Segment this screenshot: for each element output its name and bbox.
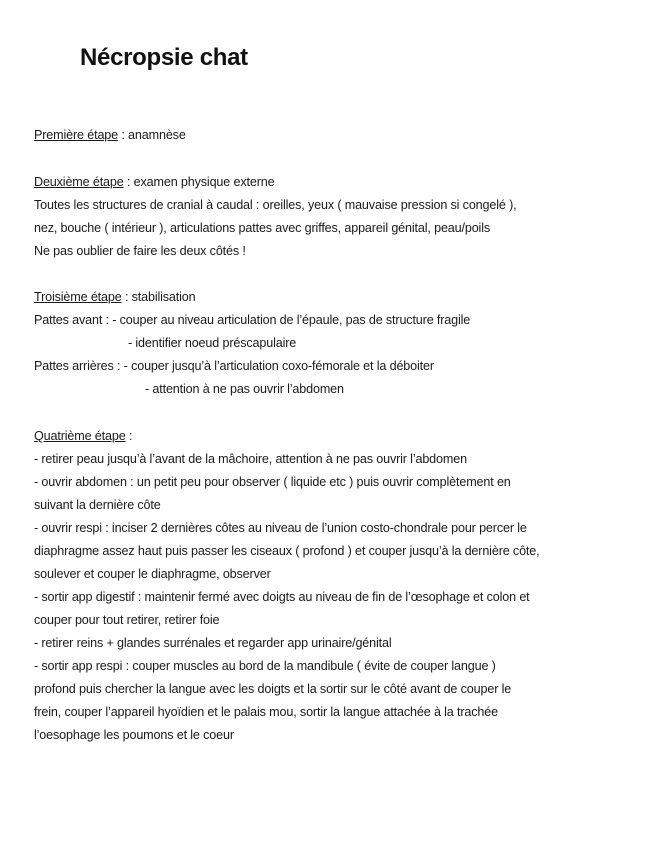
step2-heading: Deuxième étape bbox=[34, 175, 124, 189]
step4-line bbox=[34, 428, 132, 444]
step3-text: : stabilisation bbox=[121, 290, 196, 304]
step4-text-line: - sortir app digestif : maintenir fermé avec doigts au niveau de fin de l’œsophage et colon et bbox=[34, 590, 530, 604]
step3-text-line: Pattes arrières : - couper jusqu’à l’articulation coxo-fémorale et la déboiter bbox=[34, 359, 434, 373]
step3-heading: Troisième étape bbox=[34, 290, 122, 304]
step4-text-line: - ouvrir respi : inciser 2 dernières côtes au niveau de l’union costo-chondrale pour percer le bbox=[34, 521, 527, 535]
step4-text-line: soulever et couper le diaphragme, observer bbox=[34, 567, 271, 581]
step4-text-line: - sortir app respi : couper muscles au bord de la mandibule ( évite de couper langue ) bbox=[34, 659, 496, 673]
step4-text-line: l’oesophage les poumons et le coeur bbox=[34, 728, 234, 742]
step3-text-line: - identifier noeud préscapulaire bbox=[128, 336, 297, 350]
step2-line bbox=[34, 174, 274, 190]
step4-text-line: couper pour tout retirer, retirer foie bbox=[34, 613, 220, 627]
step1-line bbox=[34, 127, 186, 143]
step4-text: : bbox=[125, 429, 133, 443]
step4-text-line: diaphragme assez haut puis passer les ciseaux ( profond ) et couper jusqu’à la dernière côte, bbox=[34, 544, 540, 558]
step2-text-line: Ne pas oublier de faire les deux côtés ! bbox=[34, 244, 246, 258]
step3-text-line: - attention à ne pas ouvrir l’abdomen bbox=[145, 382, 344, 396]
step4-heading: Quatrième étape bbox=[34, 429, 126, 443]
step4-text-line: suivant la dernière côte bbox=[34, 498, 161, 512]
step4-text-line: profond puis chercher la langue avec les doigts et la sortir sur le côté avant de couper le bbox=[34, 682, 512, 696]
step3-line bbox=[34, 289, 196, 305]
step2-text: : examen physique externe bbox=[123, 175, 275, 189]
step1-text: : anamnèse bbox=[118, 128, 186, 142]
step3-text-line: Pattes avant : - couper au niveau articulation de l’épaule, pas de structure fragile bbox=[34, 313, 471, 327]
step2-text-line: Toutes les structures de cranial à caudal : oreilles, yeux ( mauvaise pression si congelé ), bbox=[34, 198, 517, 212]
document-title: Nécropsie chat bbox=[80, 44, 248, 71]
step4-text-line: - retirer reins + glandes surrénales et regarder app urinaire/génital bbox=[34, 636, 392, 650]
step4-text-line: - retirer peau jusqu’à l’avant de la mâchoire, attention à ne pas ouvrir l’abdomen bbox=[34, 452, 467, 466]
step1-heading: Première étape bbox=[34, 128, 119, 142]
step2-text-line: nez, bouche ( intérieur ), articulations pattes avec griffes, appareil génital, peau/poils bbox=[34, 221, 491, 235]
step4-text-line: frein, couper l’appareil hyoïdien et le palais mou, sortir la langue attachée à la trachée bbox=[34, 705, 498, 719]
step4-text-line: - ouvrir abdomen : un petit peu pour observer ( liquide etc ) puis ouvrir complètement en bbox=[34, 475, 511, 489]
